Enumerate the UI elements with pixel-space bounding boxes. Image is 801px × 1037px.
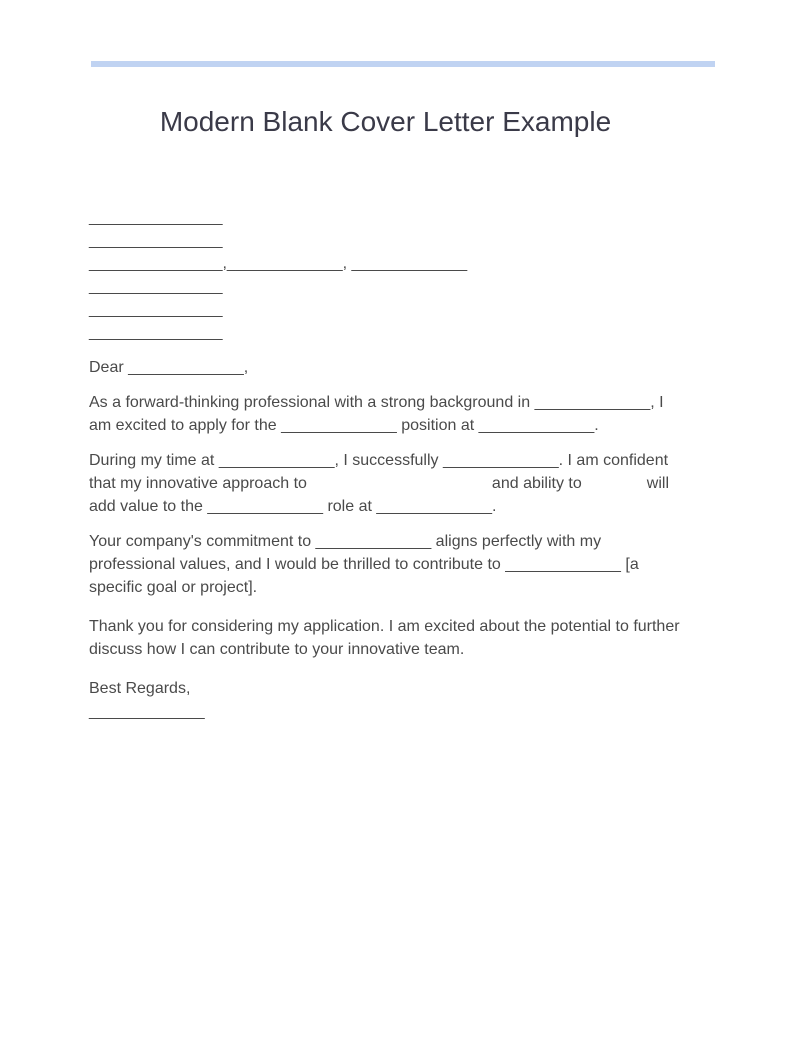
address-line: _______________ xyxy=(89,324,223,341)
address-line: _______________ xyxy=(89,232,223,249)
page-title: Modern Blank Cover Letter Example xyxy=(159,106,612,137)
address-line: _______________ xyxy=(89,278,223,295)
text-line: Your company's commitment to _____________ aligns perfectly with my xyxy=(89,533,602,550)
paragraph-1 xyxy=(89,391,669,437)
paragraph-3 xyxy=(89,530,669,599)
signature-blank: _____________ xyxy=(89,703,205,720)
address-line: _______________,_____________, _____________ xyxy=(89,255,468,272)
text-line: During my time at _____________, I successfully _____________. I am confident xyxy=(89,452,669,469)
address-line: _______________ xyxy=(89,301,223,318)
letter-body xyxy=(89,206,680,723)
text-segment: and ability to xyxy=(491,475,582,492)
text-line xyxy=(89,472,669,495)
salutation: Dear _____________, xyxy=(89,359,249,376)
address-block xyxy=(89,206,669,344)
text-line: specific goal or project]. xyxy=(89,579,258,596)
accent-bar xyxy=(91,61,715,67)
text-line: am excited to apply for the _____________ position at _____________. xyxy=(89,417,599,434)
text-line: As a forward-thinking professional with a strong background in _____________, I xyxy=(89,394,664,411)
closing: Best Regards, xyxy=(89,680,191,697)
text-line: discuss how I can contribute to your innovative team. xyxy=(89,641,465,658)
text-line: professional values, and I would be thrilled to contribute to _____________ [a xyxy=(89,556,639,573)
paragraph-4 xyxy=(89,615,680,661)
paragraph-2 xyxy=(89,449,669,518)
text-line: add value to the _____________ role at _____________. xyxy=(89,498,497,515)
text-segment: that my innovative approach to xyxy=(89,475,307,492)
address-line: _______________ xyxy=(89,209,223,226)
text-line: Thank you for considering my application. I am excited about the potential to further xyxy=(89,618,680,635)
text-segment: will xyxy=(646,475,669,492)
